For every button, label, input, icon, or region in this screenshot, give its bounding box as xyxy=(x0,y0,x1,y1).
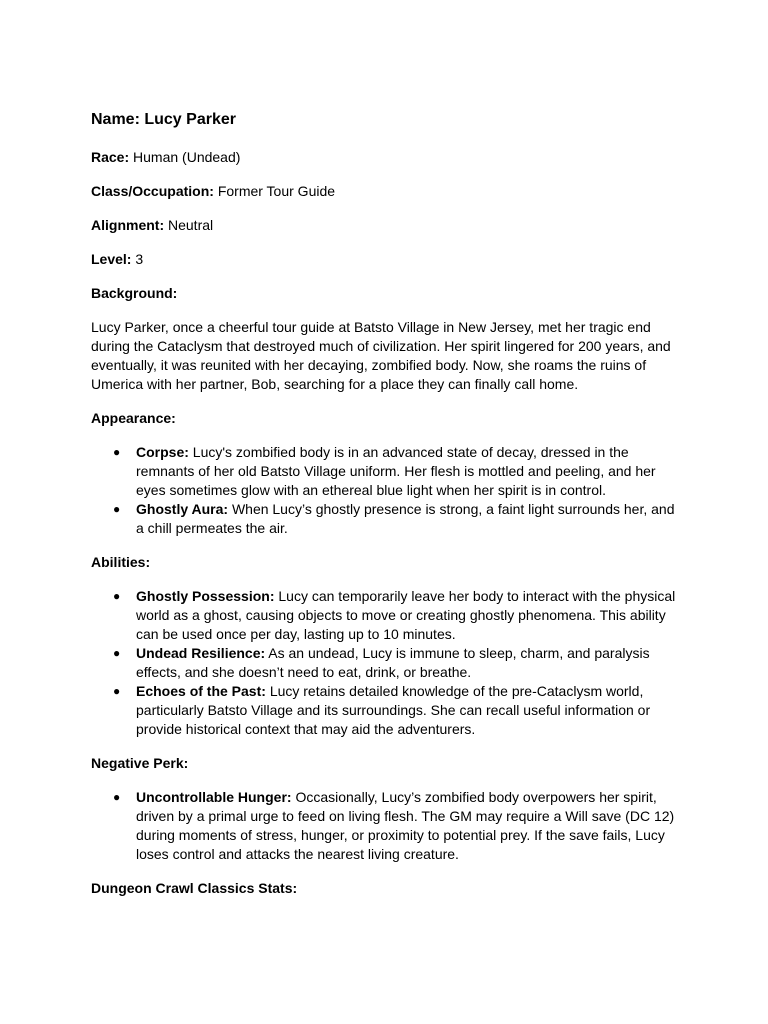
item-text: Occasionally, Lucy’s zombified body overpowers her spirit, driven by a primal urge to feed on living flesh. The GM may require a Will save (DC 12) during moments of stress, hunger, or proximity to potential prey. If the save fails, Lucy loses control and attacks the nearest living creature. xyxy=(136,789,675,862)
item-text: Lucy retains detailed knowledge of the pre-Cataclysm world, particularly Batsto Village and its surroundings. She can recall useful information or provide historical context that may aid the adventurers. xyxy=(136,683,651,737)
class-value: Former Tour Guide xyxy=(217,183,336,199)
race-value: Human (Undead) xyxy=(133,149,241,165)
character-name xyxy=(91,108,681,132)
bullet-icon: ● xyxy=(113,684,121,698)
race-label: Race: xyxy=(91,149,130,165)
item-term: Corpse: xyxy=(136,444,189,460)
list-item xyxy=(91,500,681,538)
item-text: Lucy's zombified body is in an advanced state of decay, dressed in the remnants of her old Batsto Village uniform. Her flesh is mottled and peeling, and her eyes sometimes glow with an ethereal blue light when her spirit is in control. xyxy=(136,444,656,498)
abilities-heading: Abilities: xyxy=(91,554,151,570)
class-label: Class/Occupation: xyxy=(91,183,214,199)
item-term: Echoes of the Past: xyxy=(136,683,266,699)
item-text: When Lucy’s ghostly presence is strong, a faint light surrounds her, and a chill permeates the air. xyxy=(136,501,675,536)
level-field xyxy=(91,250,681,269)
alignment-field xyxy=(91,216,681,235)
bullet-icon: ● xyxy=(113,589,121,603)
race-field xyxy=(91,148,681,167)
list-item xyxy=(91,682,681,739)
item-term: Ghostly Possession: xyxy=(136,588,275,604)
bullet-icon: ● xyxy=(113,790,121,804)
level-label: Level: xyxy=(91,251,132,267)
item-term: Uncontrollable Hunger: xyxy=(136,789,292,805)
bullet-icon: ● xyxy=(113,502,121,516)
list-item xyxy=(91,587,681,644)
abilities-list xyxy=(91,587,681,739)
level-value: 3 xyxy=(135,251,144,267)
class-field xyxy=(91,182,681,201)
bullet-icon: ● xyxy=(113,445,121,459)
list-item xyxy=(91,788,681,864)
negative-perk-list xyxy=(91,788,681,864)
alignment-value: Neutral xyxy=(168,217,214,233)
background-heading: Background: xyxy=(91,285,178,301)
background-text: Lucy Parker, once a cheerful tour guide at Batsto Village in New Jersey, met her tragic end during the Cataclysm that destroyed much of civilization. Her spirit lingered for 200 years, and eventually, it was reunited with her decaying, zombified body. Now, she roams the ruins of Umerica with her partner, Bob, searching for a place they can finally call home. xyxy=(91,319,671,392)
negative-perk-heading: Negative Perk: xyxy=(91,755,189,771)
list-item xyxy=(91,644,681,682)
name-label: Name: xyxy=(91,111,140,128)
item-term: Ghostly Aura: xyxy=(136,501,229,517)
appearance-heading: Appearance: xyxy=(91,410,176,426)
stats-heading: Dungeon Crawl Classics Stats: xyxy=(91,880,298,896)
item-term: Undead Resilience: xyxy=(136,645,266,661)
bullet-icon: ● xyxy=(113,646,121,660)
name-value: Lucy Parker xyxy=(144,111,236,128)
item-text: Lucy can temporarily leave her body to interact with the physical world as a ghost, causing objects to move or creating ghostly phenomena. This ability can be used once per day, lasting up to 10 minutes. xyxy=(136,588,676,642)
item-text: As an undead, Lucy is immune to sleep, charm, and paralysis effects, and she doesn’t need to eat, drink, or breathe. xyxy=(136,645,650,680)
document-page xyxy=(91,108,681,913)
appearance-list xyxy=(91,443,681,538)
alignment-label: Alignment: xyxy=(91,217,165,233)
list-item xyxy=(91,443,681,500)
